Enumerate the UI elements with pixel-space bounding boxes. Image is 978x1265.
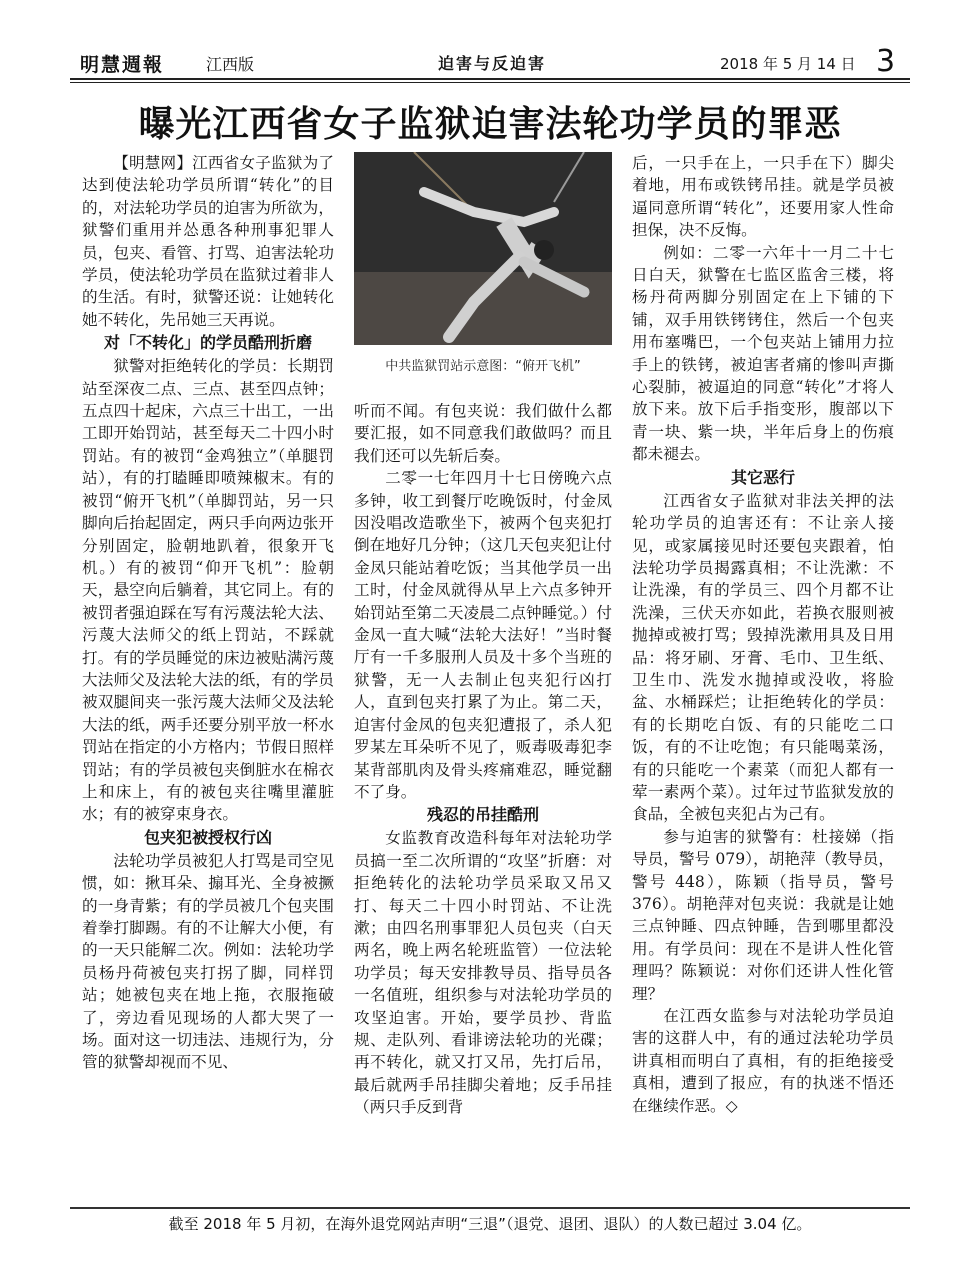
issue-date: 2018 年 5 月 14 日 xyxy=(720,55,856,73)
paragraph: 参与迫害的狱警有：杜接娣（指导员，警号 079），胡艳萍（教导员，警号 448），陈颖（指导员，警号 376）。胡艳萍对包夹说：我就是让她三点钟睡、四点钟睡，告到哪里都没用。有学员问：现在不是讲人性化管理吗？陈颖说：对你们还讲人性化管理？ xyxy=(632,827,894,1003)
subheading: 残忍的吊挂酷刑 xyxy=(426,805,539,825)
subheading: 对「不转化」的学员酷刑折磨 xyxy=(103,333,312,353)
subheading: 其它恶行 xyxy=(730,467,795,487)
header-rule xyxy=(70,78,910,80)
footer-notice: 截至 2018 年 5 月初，在海外退党网站声明“三退”（退党、退团、退队）的人数已超过 3.04 亿。 xyxy=(168,1215,812,1233)
masthead: 明慧週報 xyxy=(80,54,165,76)
footer-rule xyxy=(70,1207,910,1209)
column-1 xyxy=(82,152,334,1074)
column-3 xyxy=(632,152,894,1117)
paragraph: 江西省女子监狱对非法关押的法轮功学员的迫害还有：不让亲人接见，或家属接见时还要包夹跟着，怕法轮功学员揭露真相；不让洗漱：不让洗澡，有的学员三、四个月都不让洗澡，三伏天亦如此，若换衣服则被抛掉或被打骂；毁掉洗漱用具及日用品：将牙刷、牙膏、毛巾、卫生纸、卫生巾、洗发水抛掉或没收，将脸盆、水桶踩烂；让拒绝转化的学员：有的长期吃白饭、有的只能吃二口饭，有的不让吃饱；有只能喝菜汤，有的只能吃一个素菜（而犯人都有一荤一素两个菜）。过年过节监狱发放的食品，全被包夹犯占为己有。 xyxy=(632,491,894,824)
header-rule-thin xyxy=(70,82,910,83)
paragraph: 听而不闻。有包夹说：我们做什么都要汇报，如不同意我们敢做吗？而且我们还可以先斩后奏。 xyxy=(354,402,612,465)
paragraph: 二零一七年四月十七日傍晚六点多钟，收工到餐厅吃晚饭时，付金凤因没唱改造歌坐下，被两个包夹犯打倒在地好几分钟；（这几天包夹犯让付金凤只能站着吃饭；当其他学员一出工时，付金凤就得从早上六点多钟开始罚站至第二天凌晨二点钟睡觉。）付金凤一直大喊“法轮大法好！”当时餐厅有一千多服刑人员及十多个当班的狱警，无一人去制止包夹犯行凶打人，直到包夹打累了为止。第二天，迫害付金凤的包夹犯遭报了，杀人犯罗某左耳朵听不见了，贩毒吸毒犯李某背部肌肉及骨头疼痛难忍，睡觉翻不了身。 xyxy=(354,469,612,801)
intro-paragraph: 【明慧网】江西省女子监狱为了达到使法轮功学员所谓“转化”的目的，对法轮功学员的迫害为所欲为，狱警们重用并怂恿各种刑事犯罪人员，包夹、看管、打骂、迫害法轮功学员，使法轮功学员在监狱过着非人的生活。有时，狱警还说：让她转化她不转化，先吊她三天再说。 xyxy=(82,154,334,329)
photo-caption: 中共监狱罚站示意图：“俯开飞机” xyxy=(385,359,581,374)
paragraph: 法轮功学员被犯人打骂是司空见惯，如：揪耳朵、搧耳光、全身被撅的一身青紫；有的学员被几个包夹围着拳打脚踢。有的不让解大小便，有的一天只能解二次。例如：法轮功学员杨丹荷被包夹打拐了脚，同样罚站；她被包夹在地上拖，衣服拖破了，旁边看见现场的人都大哭了一场。面对这一切违法、违规行为，分管的狱警却视而不见、 xyxy=(82,851,334,1072)
paragraph: 后，一只手在上，一只手在下）脚尖着地，用布或铁铐吊挂。就是学员被逼同意所谓“转化”，还要用家人性命担保，决不反悔。 xyxy=(632,154,894,240)
page-header xyxy=(70,44,910,80)
paragraph: 女监教育改造科每年对法轮功学员搞一至二次所谓的“攻坚”折磨：对拒绝转化的法轮功学员采取又吊又打、每天二十四小时罚站、不让洗漱；由四名刑事罪犯人员包夹（白天两名，晚上两名轮班监管）一位法轮功学员；每天安排教导员、指导员各一名值班，组织参与对法轮功学员的攻坚迫害。开始，要学员抄、背监规、走队列、看诽谤法轮功的光碟；再不转化，就又打又吊，先打后吊，最后就两手吊挂脚尖着地；反手吊挂（两只手反到背 xyxy=(354,829,612,1117)
photo-drawing xyxy=(354,152,612,345)
section-title: 迫害与反迫害 xyxy=(438,54,547,73)
paragraph: 狱警对拒绝转化的学员：长期罚站至深夜二点、三点、甚至四点钟；五点四十起床，六点三十出工，一出工即开始罚站，甚至每天二十四小时罚站。有的被罚“金鸡独立”（单腿罚站），有的打瞌睡即喷辣椒末。有的被罚“俯开飞机”（单脚罚站，另一只脚向后抬起固定，两只手向两边张开分别固定，脸朝地趴着，很象开飞机。）有的被罚“仰开飞机”：脸朝天，悬空向后躺着，其它同上。有的被罚者强迫踩在写有污蔑法轮大法、污蔑大法师父的纸上罚站，不踩就打。有的学员睡觉的床边被贴满污蔑大法师父及法轮大法的纸，有的学员被双腿间夹一张污蔑大法师父及法轮大法的纸，两手还要分别平放一杯水罚站在指定的小方格内；节假日照样罚站；有的学员被包夹倒脏水在棉衣上和床上，有的被包夹往嘴里灌脏水；有的被穿束身衣。 xyxy=(82,357,334,824)
torture-illustration-photo xyxy=(354,152,612,345)
edition-label: 江西版 xyxy=(206,55,255,74)
paragraph: 例如：二零一六年十一月二十七日白天，狱警在七监区监舍三楼，将杨丹荷两脚分别固定在上下铺的下铺，双手用铁铐铐住，然后一个包夹用布塞嘴巴，一个包夹站上铺用力拉手上的铁铐，被迫害者痛的惨叫声撕心裂肺，被逼迫的同意“转化”才将人放下来。放下后手指变形，腹部以下青一块、紫一块，半年后身上的伤痕都未褪去。 xyxy=(632,243,894,464)
paragraph: 在江西女监参与对法轮功学员迫害的这群人中，有的通过法轮功学员讲真相而明白了真相，有的拒绝接受真相，遭到了报应，有的执迷不悟还在继续作恶。◇ xyxy=(632,1007,894,1115)
subheading: 包夹犯被授权行凶 xyxy=(143,827,272,847)
page-number: 3 xyxy=(876,44,896,79)
column-2 xyxy=(354,400,612,1119)
article-title: 曝光江西省女子监狱迫害法轮功学员的罪恶 xyxy=(138,103,842,145)
